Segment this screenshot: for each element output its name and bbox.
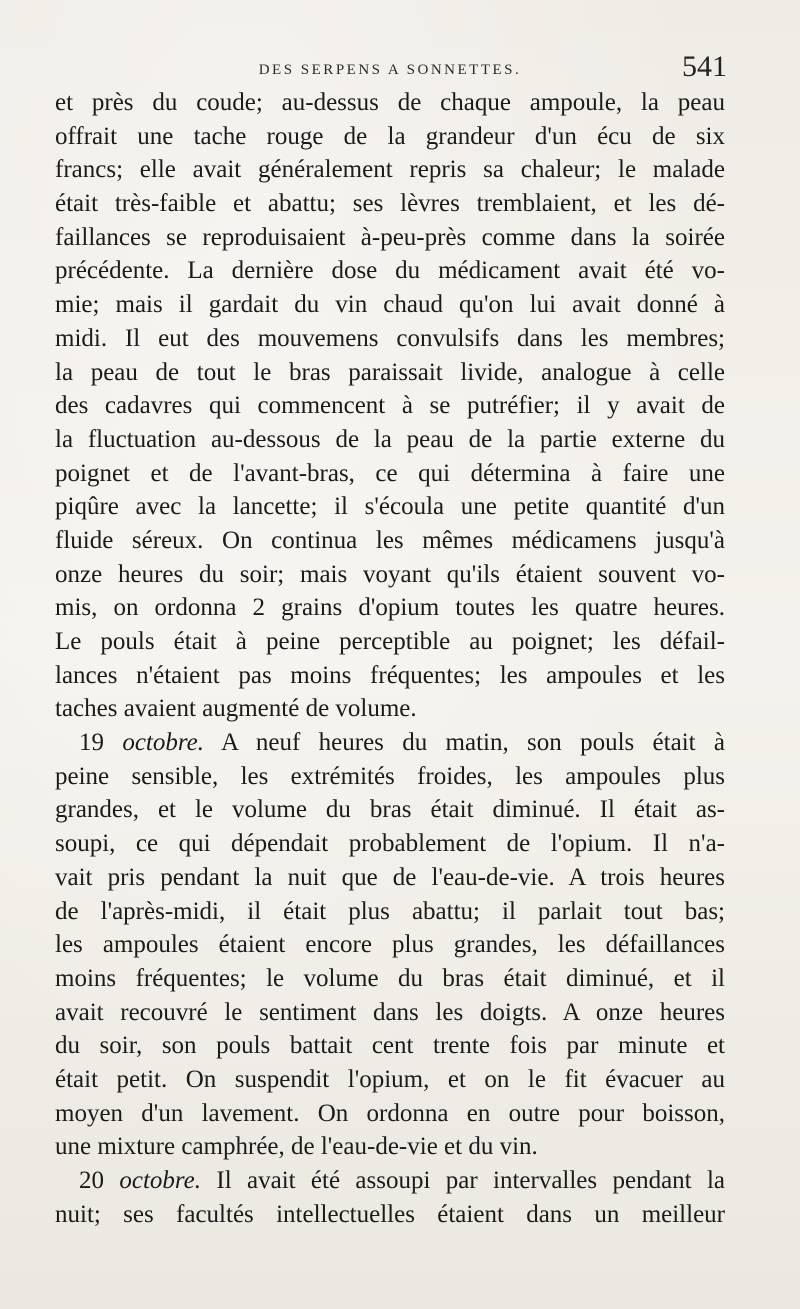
line-text: onze heures du soir; mais voyant qu'ils étaient souvent vo-: [55, 560, 725, 588]
line-text: la fluctuation au-dessous de la peau de la partie externe du: [55, 425, 725, 453]
text-line: [55, 356, 725, 390]
line-text: des cadavres qui commencent à se putréfier; il y avait de: [55, 392, 725, 420]
text-line: [55, 760, 725, 794]
text-line: [55, 1130, 725, 1164]
entry-date-day: 19: [79, 729, 123, 757]
text-line: [55, 254, 725, 288]
line-text: était très-faible et abattu; ses lèvres tremblaient, et les dé-: [55, 190, 725, 218]
text-line: [55, 423, 725, 457]
entry-date-month: octobre.: [122, 729, 205, 757]
text-line: [55, 625, 725, 659]
line-text: midi. Il eut des mouvemens convulsifs dans les membres;: [55, 324, 725, 352]
line-text: Le pouls était à peine perceptible au poignet; les défail-: [55, 628, 725, 655]
line-text: lances n'étaient pas moins fréquentes; les ampoules et les: [55, 661, 725, 689]
text-line: [55, 558, 725, 592]
text-line: [55, 86, 725, 120]
line-text: poignet et de l'avant-bras, ce qui détermina à faire une: [55, 459, 725, 487]
text-line: [55, 288, 725, 322]
text-line: [55, 827, 725, 861]
line-text: une mixture camphrée, de l'eau-de-vie et du vin.: [55, 1133, 538, 1161]
text-line: [55, 1198, 725, 1232]
text-line: [55, 120, 725, 154]
page-number: 541: [682, 50, 727, 83]
text-line: [55, 153, 725, 187]
text-line: [55, 996, 725, 1030]
line-text: et près du coude; au-dessus de chaque ampoule, la peau: [55, 89, 725, 116]
entry-date-day: 20: [79, 1167, 120, 1194]
text-line: [55, 1063, 725, 1097]
page-header: [55, 50, 727, 88]
line-text: mie; mais il gardait du vin chaud qu'on lui avait donné à: [55, 291, 725, 319]
line-text: du soir, son pouls battait cent trente fois par minute et: [55, 1032, 725, 1060]
text-line: [55, 726, 725, 760]
line-text: la peau de tout le bras paraissait livide, analogue à celle: [55, 358, 725, 386]
text-line: [55, 221, 725, 255]
text-line: [55, 389, 725, 423]
text-line: [55, 1164, 725, 1198]
text-line: [55, 962, 725, 996]
line-text: moyen d'un lavement. On ordonna en outre pour boisson,: [55, 1099, 725, 1127]
text-line: [55, 322, 725, 356]
text-line: [55, 457, 725, 491]
line-text: de l'après-midi, il était plus abattu; il parlait tout bas;: [55, 897, 725, 925]
line-text: taches avaient augmenté de volume.: [55, 695, 417, 723]
text-line: [55, 895, 725, 929]
text-line: [55, 659, 725, 693]
line-text: mis, on ordonna 2 grains d'opium toutes les quatre heures.: [55, 594, 725, 622]
text-line: [55, 524, 725, 558]
text-line: [55, 1097, 725, 1131]
line-text: était petit. On suspendit l'opium, et on le fit évacuer au: [55, 1065, 725, 1093]
line-text: précédente. La dernière dose du médicament avait été vo-: [55, 257, 725, 285]
line-text: avait recouvré le sentiment dans les doigts. A onze heures: [55, 998, 725, 1026]
text-line: [55, 1029, 725, 1063]
line-text: nuit; ses facultés intellectuelles étaient dans un meilleur: [55, 1200, 725, 1228]
body-text: [55, 86, 725, 1231]
line-text: offrait une tache rouge de la grandeur d'un écu de six: [55, 122, 725, 150]
line-text: peine sensible, les extrémités froides, les ampoules plus: [55, 762, 725, 790]
line-text: les ampoules étaient encore plus grandes, les défaillances: [55, 931, 725, 959]
text-line: [55, 692, 725, 726]
text-line: [55, 490, 725, 524]
text-line: [55, 187, 725, 221]
line-text: faillances se reproduisaient à-peu-près comme dans la soirée: [55, 223, 725, 251]
line-text: grandes, et le volume du bras était diminué. Il était as-: [55, 796, 725, 824]
line-text: moins fréquentes; le volume du bras était diminué, et il: [55, 964, 725, 992]
line-text: Il avait été assoupi par intervalles pendant la: [201, 1167, 725, 1194]
line-text: fluide séreux. On continua les mêmes médicamens jusqu'à: [55, 526, 725, 554]
line-text: soupi, ce qui dépendait probablement de l'opium. Il n'a-: [55, 830, 725, 858]
text-line: [55, 591, 725, 625]
text-line: [55, 928, 725, 962]
text-line: [55, 793, 725, 827]
line-text: A neuf heures du matin, son pouls était à: [204, 729, 725, 757]
line-text: francs; elle avait généralement repris sa chaleur; le malade: [55, 156, 725, 184]
line-text: piqûre avec la lancette; il s'écoula une petite quantité d'un: [55, 493, 725, 521]
line-text: vait pris pendant la nuit que de l'eau-de-vie. A trois heures: [55, 863, 725, 891]
text-line: [55, 861, 725, 895]
entry-date-month: octobre.: [119, 1167, 202, 1194]
running-head: DES SERPENS A SONNETTES.: [258, 62, 522, 78]
